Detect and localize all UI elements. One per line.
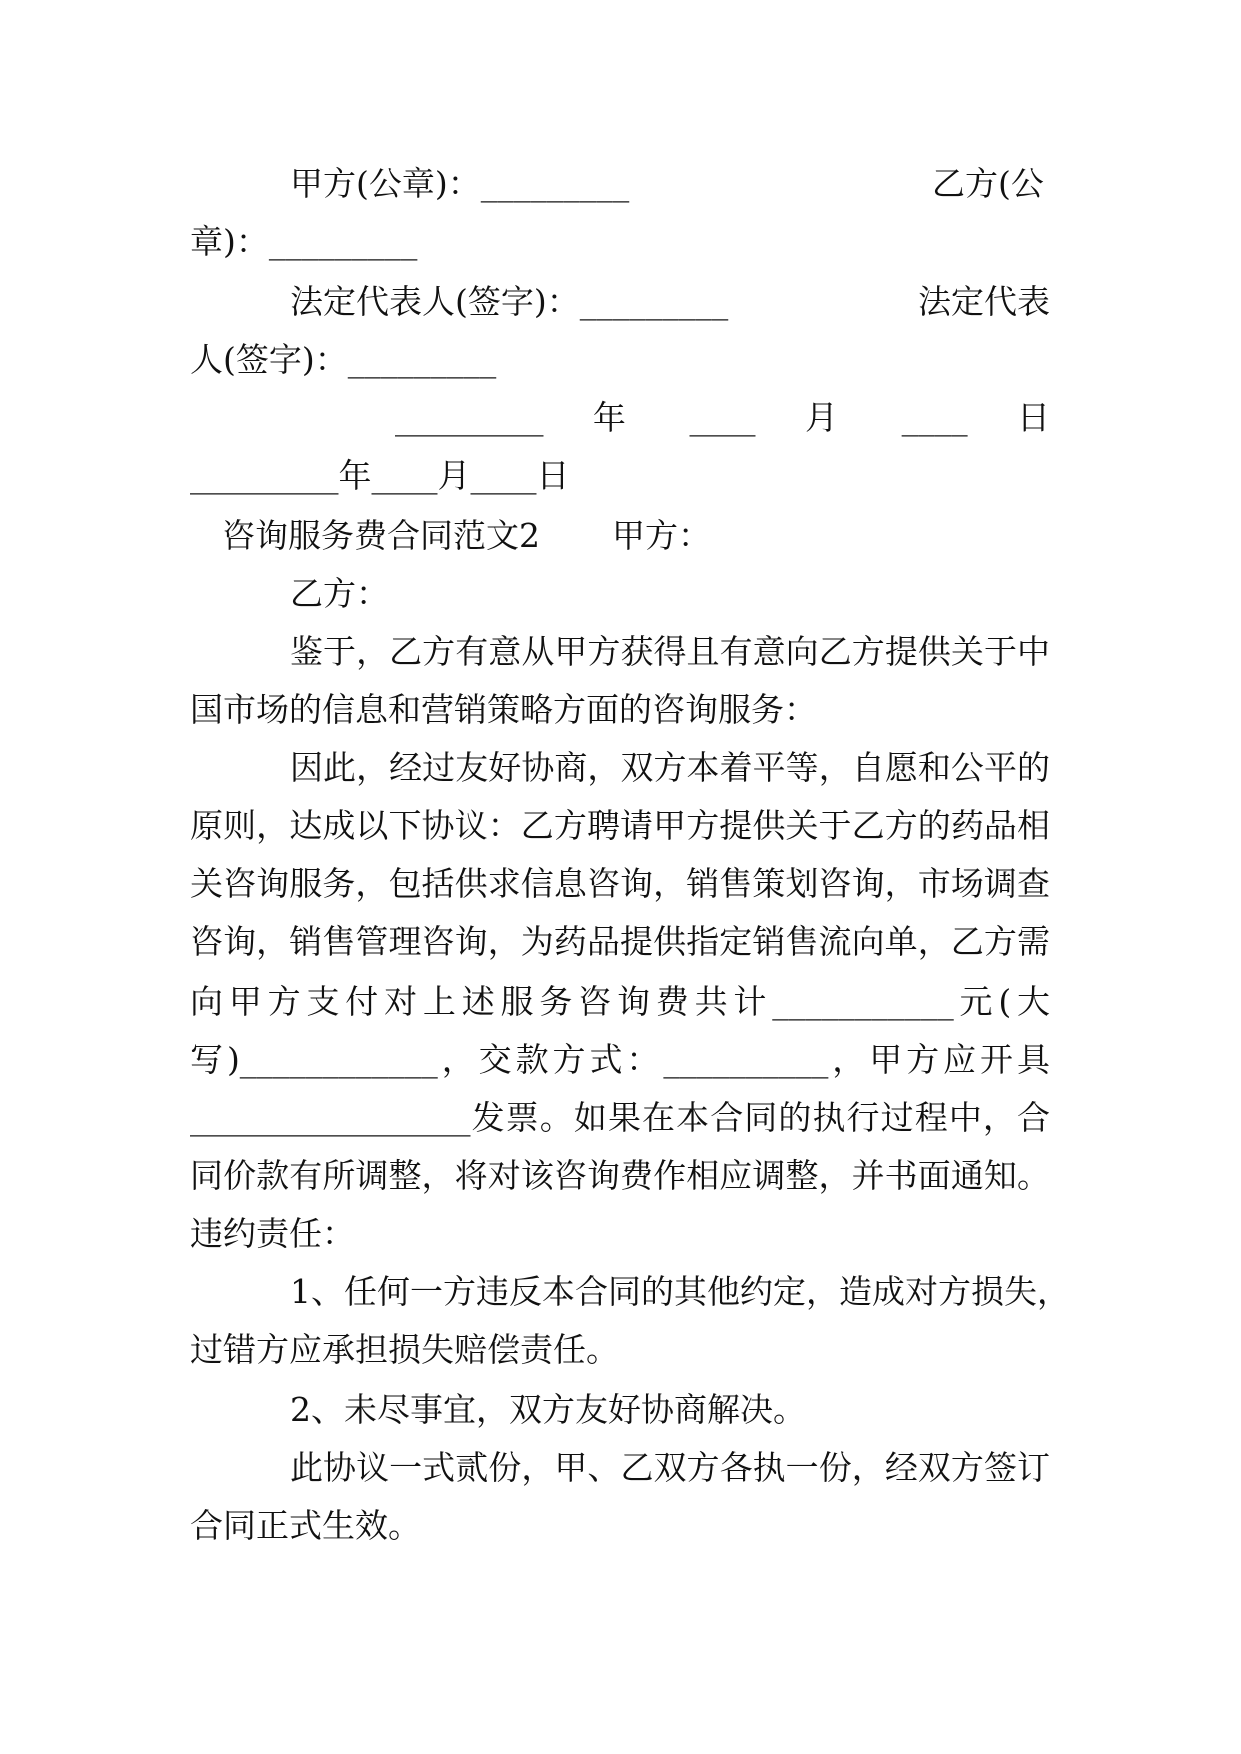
paragraph-line: 关咨询服务，包括供求信息咨询，销售策划咨询，市场调查 (190, 864, 1050, 903)
clause-1-line: 1、任何一方违反本合同的其他约定，造成对方损失， (290, 1272, 1070, 1311)
effect-clause-line: 此协议一式贰份，甲、乙双方各执一份，经双方签订 (290, 1448, 1050, 1487)
paragraph-line: 向甲方支付对上述服务咨询费共计___________元(大 (190, 982, 1050, 1021)
party-b-seal-line: 章)：_________ (190, 222, 418, 261)
paragraph-line: 因此，经过友好协商，双方本着平等，自愿和公平的 (290, 748, 1050, 787)
party-b-date-line: _________年____月____日 (190, 456, 570, 495)
party-b-representative-label: 法定代表 (918, 282, 1050, 321)
paragraph-line: 鉴于，乙方有意从甲方获得且有意向乙方提供关于中 (290, 632, 1050, 671)
party-a-representative-line: 法定代表人(签字)：_________ (290, 282, 729, 321)
party-b-label: 乙方： (290, 574, 389, 613)
breach-heading: 违约责任： (190, 1214, 355, 1253)
effect-clause-line: 合同正式生效。 (190, 1506, 421, 1545)
paragraph-line: 咨询，销售管理咨询，为药品提供指定销售流向单，乙方需 (190, 922, 1050, 961)
paragraph-line: _________________发票。如果在本合同的执行过程中，合 (190, 1098, 1050, 1137)
party-b-seal-label: 乙方(公 (932, 164, 1044, 203)
paragraph-line: 同价款有所调整，将对该咨询费作相应调整，并书面通知。 (190, 1156, 1050, 1195)
party-a-seal-line: 甲方(公章)：_________ (290, 164, 630, 203)
clause-2-line: 2、未尽事宜，双方友好协商解决。 (290, 1390, 806, 1429)
section-title: 咨询服务费合同范文2 (222, 516, 540, 555)
party-a-label: 甲方： (612, 516, 711, 555)
party-b-representative-line: 人(签字)：_________ (190, 340, 497, 379)
paragraph-line: 国市场的信息和营销策略方面的咨询服务： (190, 690, 817, 729)
paragraph-line: 原则，达成以下协议：乙方聘请甲方提供关于乙方的药品相 (190, 806, 1050, 845)
paragraph-line: 写)____________，交款方式：__________，甲方应开具 (190, 1040, 1050, 1079)
clause-1-line: 过错方应承担损失赔偿责任。 (190, 1330, 619, 1369)
party-a-date-line: _________ 年 ____ 月 ____ 日 (395, 398, 1050, 437)
